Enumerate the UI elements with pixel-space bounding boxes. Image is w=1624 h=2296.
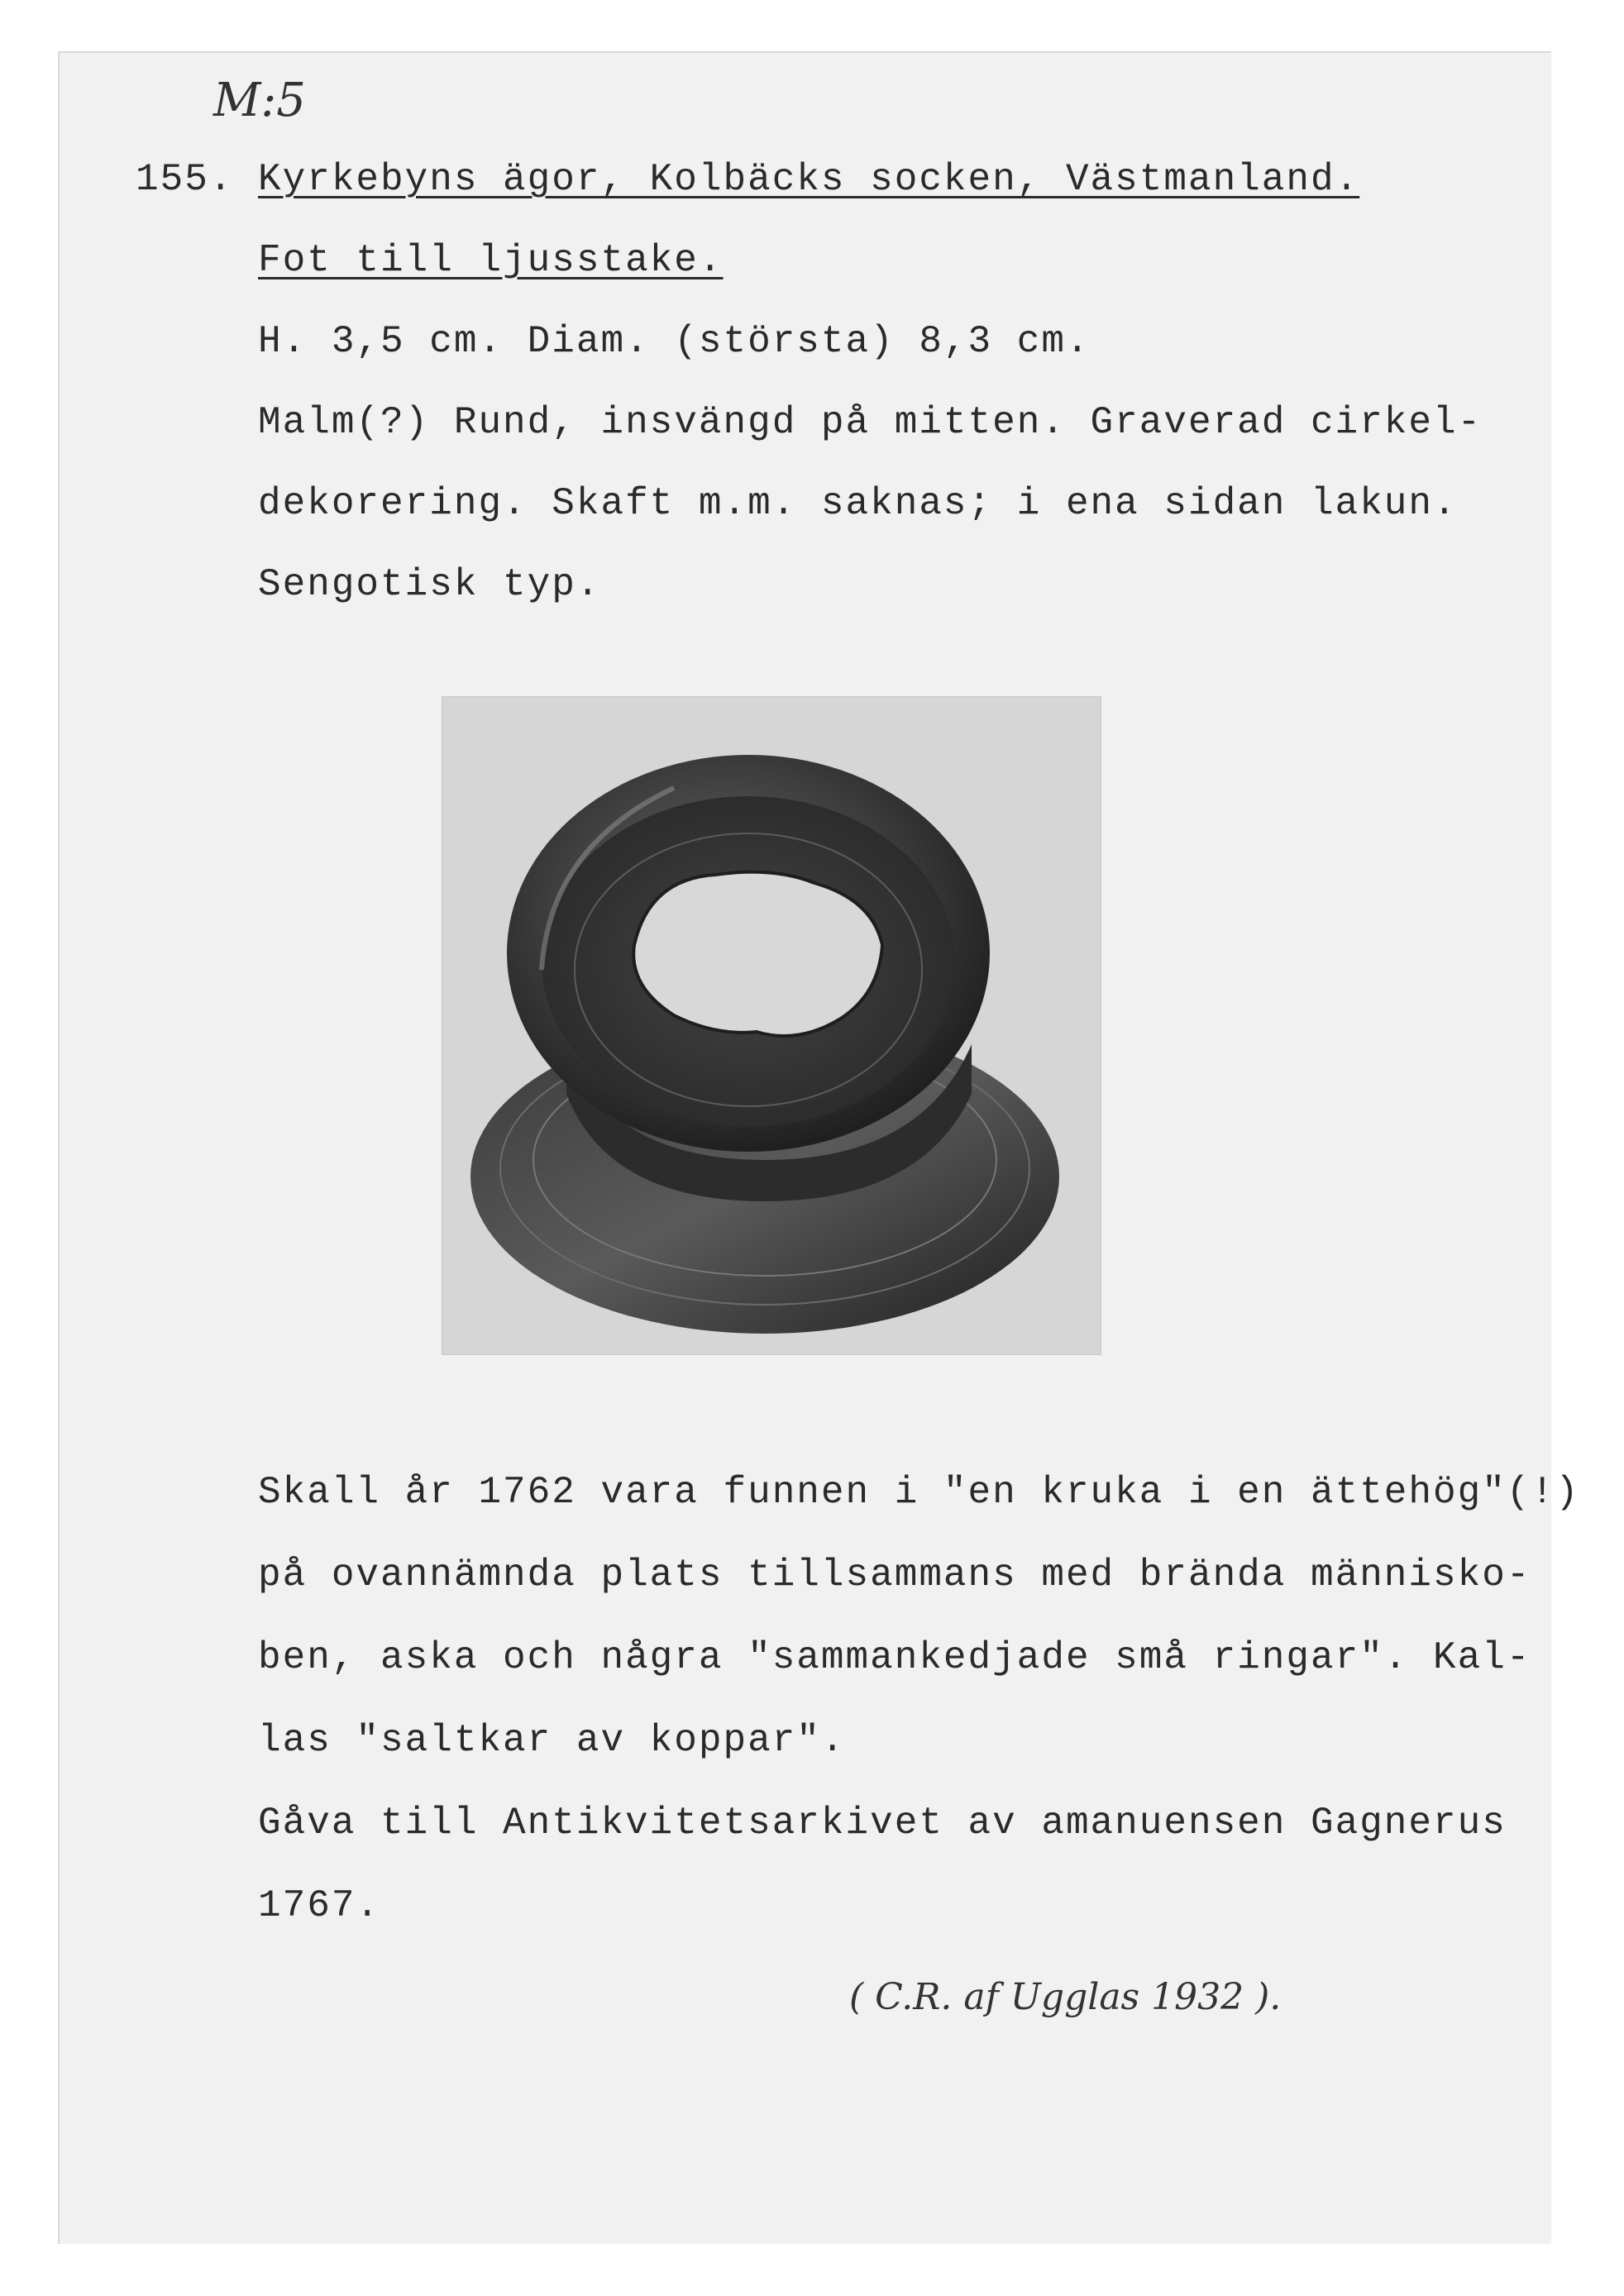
description-line: Sengotisk typ. (258, 563, 601, 606)
object-title: Fot till ljusstake. (258, 239, 724, 282)
description-line: Malm(?) Rund, insvängd på mitten. Graverad cirkel- (258, 401, 1483, 444)
notes-line: 1767. (258, 1884, 381, 1927)
archive-mark: M:5 (213, 74, 306, 127)
notes-line: ben, aska och några "sammankedjade små ringar". Kal- (258, 1636, 1531, 1679)
notes-line: las "saltkar av koppar". (258, 1719, 846, 1762)
notes-line: Gåva till Antikvitetsarkivet av amanuensen Gagnerus (258, 1802, 1507, 1845)
description-line: dekorering. Skaft m.m. saknas; i ena sidan lakun. (258, 482, 1458, 525)
notes-line: på ovannämnda plats tillsammans med brända människo- (258, 1554, 1531, 1597)
measurements: H. 3,5 cm. Diam. (största) 8,3 cm. (258, 320, 1091, 363)
catalog-card (58, 51, 1580, 2244)
notes-line: Skall år 1762 vara funnen i "en kruka i en ättehög"(!) (258, 1471, 1580, 1514)
entry-heading: Kyrkebyns ägor, Kolbäcks socken, Västmanland. (258, 158, 1360, 201)
candlestick-foot-photo (442, 696, 1101, 1355)
entry-number: 155. (136, 158, 234, 201)
signature: ( C.R. af Ugglas 1932 ). (849, 1976, 1282, 2018)
candlestick-foot-image (442, 697, 1101, 1354)
